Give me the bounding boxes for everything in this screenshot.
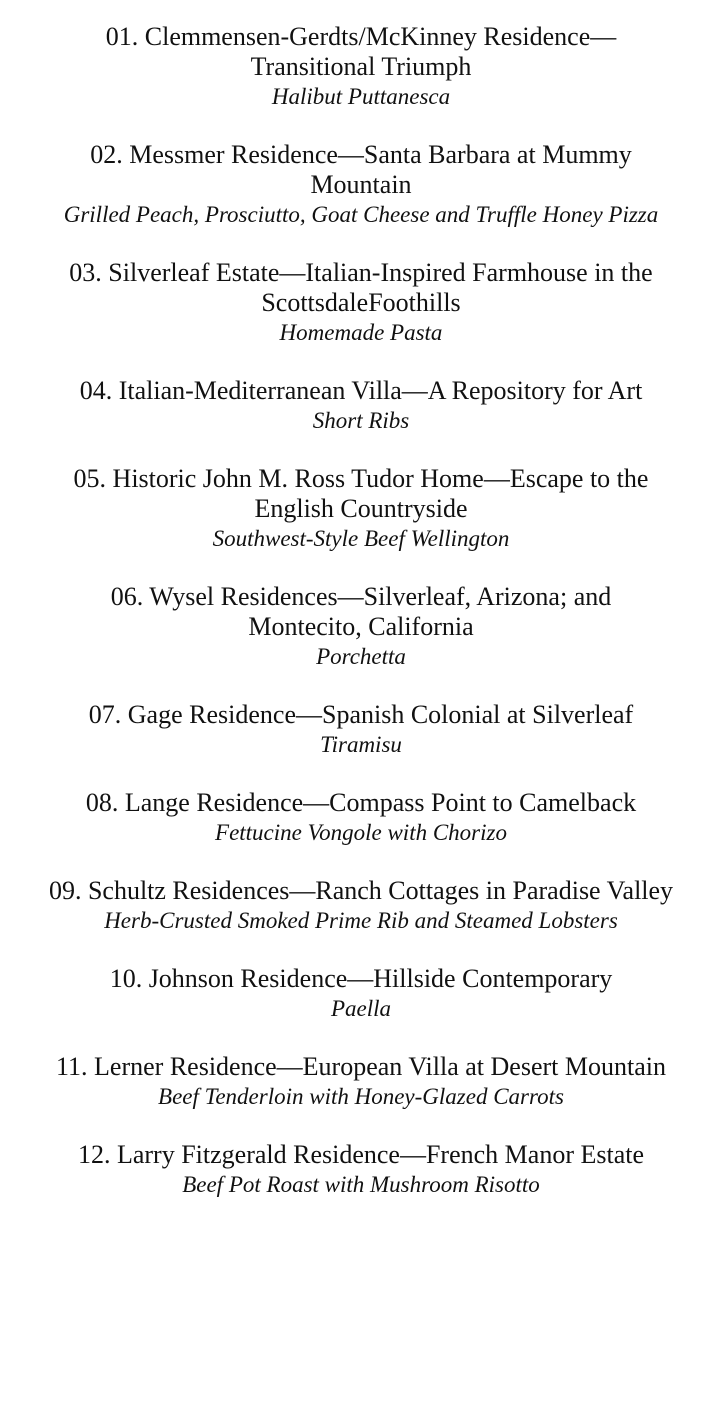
toc-entry: [51, 22, 671, 112]
entry-title: 11. Lerner Residence—European Villa at Desert Mountain: [56, 1052, 666, 1081]
toc-entry: [31, 876, 691, 936]
entry-title: 05. Historic John M. Ross Tudor Home—Escape to the English Countryside: [73, 464, 649, 523]
toc-entry: [51, 700, 671, 760]
toc-entry: [51, 258, 671, 348]
entry-dish: Homemade Pasta: [279, 320, 443, 345]
entry-title: 09. Schultz Residences—Ranch Cottages in Paradise Valley: [48, 876, 674, 905]
entry-dish: Paella: [330, 996, 392, 1021]
entry-title: 03. Silverleaf Estate—Italian-Inspired Farmhouse in the ScottsdaleFoothills: [69, 258, 653, 317]
toc-entry: [51, 1140, 671, 1200]
entry-dish: Beef Pot Roast with Mushroom Risotto: [182, 1172, 540, 1197]
entry-title: 12. Larry Fitzgerald Residence—French Manor Estate: [77, 1140, 645, 1169]
entry-title: 06. Wysel Residences—Silverleaf, Arizona; and Montecito, California: [110, 582, 612, 641]
entry-title: 02. Messmer Residence—Santa Barbara at Mummy Mountain: [90, 140, 632, 199]
entry-dish: Halibut Puttanesca: [271, 84, 451, 109]
entry-dish: Herb-Crusted Smoked Prime Rib and Steamed Lobsters: [104, 908, 618, 933]
entry-dish: Grilled Peach, Prosciutto, Goat Cheese and Truffle Honey Pizza: [63, 202, 659, 227]
entry-dish: Tiramisu: [320, 732, 402, 757]
entry-title: 04. Italian-Mediterranean Villa—A Repository for Art: [79, 376, 643, 405]
toc-entry: [51, 464, 671, 554]
toc-entry: [51, 140, 671, 230]
entry-dish: Short Ribs: [312, 408, 410, 433]
entry-title: 01. Clemmensen-Gerdts/McKinney Residence—Transitional Triumph: [105, 22, 617, 81]
toc-entry: [51, 376, 671, 436]
entry-dish: Porchetta: [316, 644, 406, 669]
toc-entry: [51, 788, 671, 848]
entry-title: 07. Gage Residence—Spanish Colonial at Silverleaf: [88, 700, 634, 729]
entry-dish: Southwest-Style Beef Wellington: [212, 526, 510, 551]
toc-entry: [51, 964, 671, 1024]
entry-dish: Beef Tenderloin with Honey-Glazed Carrots: [158, 1084, 564, 1109]
entry-title: 08. Lange Residence—Compass Point to Camelback: [85, 788, 637, 817]
toc-entry: [51, 582, 671, 672]
toc-entry: [51, 1052, 671, 1112]
entry-dish: Fettucine Vongole with Chorizo: [215, 820, 507, 845]
entry-title: 10. Johnson Residence—Hillside Contemporary: [109, 964, 613, 993]
